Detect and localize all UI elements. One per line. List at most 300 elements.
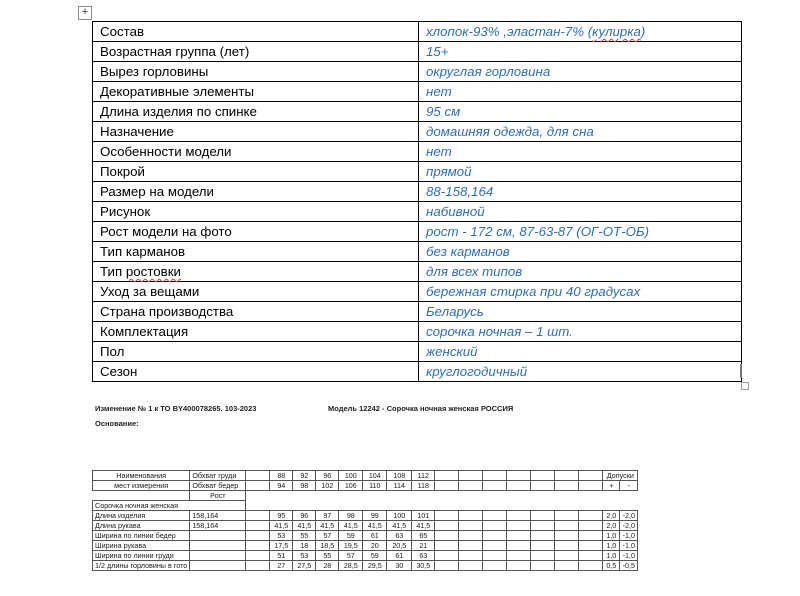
empty-cell <box>579 521 603 531</box>
spec-label <box>93 122 419 142</box>
empty-cell <box>435 491 459 501</box>
empty-cell <box>483 481 507 491</box>
chest-size: 108 <box>387 471 412 481</box>
empty-cell <box>507 471 531 481</box>
spec-label <box>93 82 419 102</box>
tolerance-plus-value: 1,0 <box>603 531 620 541</box>
spec-label <box>93 322 419 342</box>
tolerance-minus-value: -2,0 <box>620 511 638 521</box>
measure-value: 18 <box>293 541 316 551</box>
spec-row <box>93 242 742 262</box>
measure-height: 158,164 <box>190 511 246 521</box>
spec-value-text: 95 см <box>426 104 461 119</box>
empty-cell <box>579 471 603 481</box>
spec-row <box>93 202 742 222</box>
empty-cell <box>603 491 620 501</box>
measure-value: 61 <box>363 531 387 541</box>
spec-label <box>93 362 419 382</box>
measure-value: 27 <box>270 561 293 571</box>
empty-cell <box>316 501 339 511</box>
tolerance-minus-value: -2,0 <box>620 521 638 531</box>
empty-cell <box>531 491 555 501</box>
spec-label-text: Возрастная группа (лет) <box>100 44 250 59</box>
measure-value: 17,5 <box>270 541 293 551</box>
empty-cell <box>555 511 579 521</box>
spec-label-text: Длина изделия по спинке <box>100 104 257 119</box>
empty-cell <box>531 531 555 541</box>
spec-row <box>93 162 742 182</box>
measure-value: 57 <box>339 551 363 561</box>
empty-cell <box>435 521 459 531</box>
empty-cell <box>531 481 555 491</box>
measure-value: 63 <box>387 531 412 541</box>
spec-row <box>93 102 742 122</box>
empty-cell <box>507 551 531 561</box>
spec-row <box>93 262 742 282</box>
spec-value <box>419 302 742 322</box>
measure-value: 53 <box>270 531 293 541</box>
measure-value: 95 <box>270 511 293 521</box>
spec-label-text: Декоративные элементы <box>100 84 255 99</box>
tolerance-plus-value: 2,0 <box>603 511 620 521</box>
empty-cell <box>246 551 270 561</box>
hip-size: 102 <box>316 481 339 491</box>
table-row <box>93 541 638 551</box>
spec-label <box>93 62 419 82</box>
spec-label <box>93 242 419 262</box>
empty-cell <box>555 531 579 541</box>
spec-label-text: Уход за вещами <box>100 284 200 299</box>
measure-value: 59 <box>339 531 363 541</box>
tolerance-minus-value: -1,0 <box>620 551 638 561</box>
empty-cell <box>483 531 507 541</box>
measure-height <box>190 541 246 551</box>
empty-cell <box>483 511 507 521</box>
spec-value-text: нет <box>426 84 452 99</box>
measure-name: Длина рукава <box>93 521 190 531</box>
tolerance-minus-value: -1,0 <box>620 531 638 541</box>
measure-value: 98 <box>339 511 363 521</box>
measure-value: 41,5 <box>387 521 412 531</box>
empty-cell <box>246 531 270 541</box>
spec-value-text: 88-158,164 <box>426 184 494 199</box>
tolerance-minus-value: -1,0 <box>620 541 638 551</box>
empty-cell <box>435 511 459 521</box>
empty-cell <box>531 521 555 531</box>
spec-value <box>419 362 742 382</box>
empty-cell <box>387 501 412 511</box>
product-spec-table <box>92 21 742 382</box>
empty-cell <box>459 531 483 541</box>
spec-value-text: сорочка ночная – 1 шт. <box>426 324 573 339</box>
spec-label <box>93 182 419 202</box>
measure-value: 96 <box>293 511 316 521</box>
spelling-flagged-word: ростовки <box>125 264 181 279</box>
spec-value <box>419 222 742 242</box>
measure-value: 63 <box>412 551 435 561</box>
spec-label-text: Пол <box>100 344 125 359</box>
empty-cell <box>339 501 363 511</box>
spec-value-text: 15+ <box>426 44 449 59</box>
measure-name: Ширина рукава <box>93 541 190 551</box>
spec-label <box>93 22 419 42</box>
spec-label-text: Сезон <box>100 364 138 379</box>
measure-value: 51 <box>270 551 293 561</box>
measure-value: 41,5 <box>316 521 339 531</box>
measure-value: 55 <box>293 531 316 541</box>
measure-name: Ширина по линии бедер <box>93 531 190 541</box>
measure-name: Ширина по линии груди <box>93 551 190 561</box>
empty-cell <box>435 471 459 481</box>
spec-row <box>93 362 742 382</box>
spec-label-text: Особенности модели <box>100 144 232 159</box>
empty-cell <box>555 561 579 571</box>
empty-cell <box>603 501 620 511</box>
measure-value: 28 <box>316 561 339 571</box>
spec-value <box>419 122 742 142</box>
empty-cell <box>363 491 387 501</box>
measure-value: 41,5 <box>270 521 293 531</box>
header-name: Наименования <box>93 471 190 481</box>
spec-label <box>93 222 419 242</box>
spec-value-text: без карманов <box>426 244 510 259</box>
empty-cell <box>507 501 531 511</box>
measure-value: 27,5 <box>293 561 316 571</box>
spec-value <box>419 202 742 222</box>
empty-cell <box>483 561 507 571</box>
measure-value: 55 <box>316 551 339 561</box>
empty-cell <box>483 541 507 551</box>
spelling-flagged-word: кулирка <box>592 24 641 39</box>
empty-cell <box>555 491 579 501</box>
tolerance-plus: + <box>603 481 620 491</box>
spec-label-text: Комплектация <box>100 324 189 339</box>
empty-cell <box>435 551 459 561</box>
empty-cell <box>270 491 293 501</box>
measure-value: 29,5 <box>363 561 387 571</box>
spec-row <box>93 82 742 102</box>
spec-label-text: Рисунок <box>100 204 151 219</box>
spec-label <box>93 162 419 182</box>
empty-cell <box>507 481 531 491</box>
empty-cell <box>459 561 483 571</box>
empty-cell <box>483 521 507 531</box>
empty-cell <box>507 491 531 501</box>
tolerance-plus-value: 1,0 <box>603 541 620 551</box>
spec-value-text: домашняя одежда, для сна <box>426 124 594 139</box>
measure-height: 158,164 <box>190 521 246 531</box>
header-blank <box>246 471 270 481</box>
empty-cell <box>246 501 270 511</box>
empty-cell <box>507 531 531 541</box>
height-header: Рост <box>190 491 246 501</box>
empty-cell <box>246 561 270 571</box>
spec-value <box>419 142 742 162</box>
empty-cell <box>246 541 270 551</box>
measure-value: 21 <box>412 541 435 551</box>
spec-value-text: женский <box>426 344 478 359</box>
table-row <box>93 511 638 521</box>
spec-row <box>93 302 742 322</box>
header-chest: Обхват груди <box>190 471 246 481</box>
empty-cell <box>93 491 190 501</box>
empty-cell <box>270 501 293 511</box>
empty-cell <box>579 491 603 501</box>
empty-cell <box>246 521 270 531</box>
measure-value: 30,5 <box>412 561 435 571</box>
measure-value: 61 <box>387 551 412 561</box>
measure-value: 41,5 <box>339 521 363 531</box>
empty-cell <box>579 501 603 511</box>
spec-value <box>419 182 742 202</box>
empty-cell <box>531 541 555 551</box>
basis-label: Основание: <box>95 419 139 428</box>
model-line: Модель 12242 - Сорочка ночная женская РОССИЯ <box>328 404 514 413</box>
table-row <box>93 481 638 491</box>
empty-cell <box>435 561 459 571</box>
spec-label-text: Рост модели на фото <box>100 224 232 239</box>
text-cursor <box>740 364 742 378</box>
measure-value: 41,5 <box>363 521 387 531</box>
spec-value-text: округлая горловина <box>426 64 551 79</box>
spec-row <box>93 142 742 162</box>
tolerance-minus: - <box>620 481 638 491</box>
empty-cell <box>507 541 531 551</box>
measure-value: 20 <box>363 541 387 551</box>
empty-cell <box>507 511 531 521</box>
table-resize-handle[interactable] <box>741 382 749 390</box>
empty-cell <box>579 551 603 561</box>
empty-cell <box>579 531 603 541</box>
empty-cell <box>459 491 483 501</box>
hip-size: 106 <box>339 481 363 491</box>
section-title: Сорочка ночная женская <box>93 501 246 511</box>
chest-size: 96 <box>316 471 339 481</box>
empty-cell <box>246 491 270 501</box>
measure-height <box>190 561 246 571</box>
empty-cell <box>459 471 483 481</box>
spec-value-text: для всех типов <box>426 264 523 279</box>
measure-value: 28,5 <box>339 561 363 571</box>
spec-row <box>93 22 742 42</box>
empty-cell <box>531 471 555 481</box>
header-name-2: мест измерения <box>93 481 190 491</box>
empty-cell <box>555 541 579 551</box>
empty-cell <box>579 481 603 491</box>
spec-label-text: Тип карманов <box>100 244 186 259</box>
header-blank <box>246 481 270 491</box>
spec-label <box>93 42 419 62</box>
spec-row <box>93 342 742 362</box>
empty-cell <box>531 551 555 561</box>
spec-value <box>419 322 742 342</box>
spec-value <box>419 242 742 262</box>
measure-value: 101 <box>412 511 435 521</box>
empty-cell <box>579 561 603 571</box>
empty-cell <box>555 551 579 561</box>
measure-value: 18,5 <box>316 541 339 551</box>
measure-value: 20,5 <box>387 541 412 551</box>
empty-cell <box>555 521 579 531</box>
empty-cell <box>483 551 507 561</box>
tolerance-plus-value: 2,0 <box>603 521 620 531</box>
table-row <box>93 561 638 571</box>
spec-label-text: Назначение <box>100 124 174 139</box>
chest-size: 88 <box>270 471 293 481</box>
spec-value-text: Беларусь <box>426 304 484 319</box>
tolerance-plus-value: 0,5 <box>603 561 620 571</box>
spec-row <box>93 222 742 242</box>
spec-row <box>93 182 742 202</box>
measure-value: 65 <box>412 531 435 541</box>
hip-size: 98 <box>293 481 316 491</box>
spec-row <box>93 322 742 342</box>
empty-cell <box>459 501 483 511</box>
empty-cell <box>620 491 638 501</box>
spec-row <box>93 62 742 82</box>
empty-cell <box>459 551 483 561</box>
measure-value: 41,5 <box>293 521 316 531</box>
tolerance-plus-value: 1,0 <box>603 551 620 561</box>
empty-cell <box>412 491 435 501</box>
spec-value <box>419 262 742 282</box>
spec-value-text: прямой <box>426 164 472 179</box>
spec-value <box>419 42 742 62</box>
table-move-handle[interactable]: + <box>78 6 92 20</box>
empty-cell <box>531 501 555 511</box>
empty-cell <box>483 501 507 511</box>
header-hips: Обхват бедер <box>190 481 246 491</box>
spec-label-text: Размер на модели <box>100 184 214 199</box>
measure-height <box>190 551 246 561</box>
spec-label <box>93 302 419 322</box>
empty-cell <box>555 501 579 511</box>
empty-cell <box>435 501 459 511</box>
spec-label <box>93 102 419 122</box>
hip-size: 118 <box>412 481 435 491</box>
spec-row <box>93 42 742 62</box>
measure-name: 1/2 длины горловины в гото <box>93 561 190 571</box>
measure-value: 41,5 <box>412 521 435 531</box>
measure-value: 99 <box>363 511 387 521</box>
measure-value: 53 <box>293 551 316 561</box>
spec-label <box>93 142 419 162</box>
spec-label-text: Покрой <box>100 164 145 179</box>
empty-cell <box>459 511 483 521</box>
measure-value: 100 <box>387 511 412 521</box>
spec-value-text: набивной <box>426 204 485 219</box>
empty-cell <box>620 501 638 511</box>
hip-size: 110 <box>363 481 387 491</box>
hip-size: 114 <box>387 481 412 491</box>
empty-cell <box>435 481 459 491</box>
spec-value-text: нет <box>426 144 452 159</box>
empty-cell <box>507 521 531 531</box>
empty-cell <box>459 521 483 531</box>
spec-value <box>419 342 742 362</box>
empty-cell <box>531 561 555 571</box>
measure-value: 57 <box>316 531 339 541</box>
empty-cell <box>339 491 363 501</box>
hip-size: 94 <box>270 481 293 491</box>
spec-label <box>93 282 419 302</box>
measure-value: 59 <box>363 551 387 561</box>
spec-value-tail: ) <box>640 24 646 39</box>
table-row <box>93 551 638 561</box>
measure-height <box>190 531 246 541</box>
spec-label <box>93 202 419 222</box>
spec-value <box>419 22 742 42</box>
spec-label <box>93 262 419 282</box>
spec-value <box>419 102 742 122</box>
tolerance-header: Допуски <box>603 471 638 481</box>
empty-cell <box>531 511 555 521</box>
empty-cell <box>459 541 483 551</box>
spec-label-text: Состав <box>100 24 145 39</box>
spec-value <box>419 162 742 182</box>
measure-value: 97 <box>316 511 339 521</box>
empty-cell <box>483 491 507 501</box>
measurement-table <box>92 470 638 571</box>
table-row <box>93 521 638 531</box>
spec-label-text: Вырез горловины <box>100 64 209 79</box>
spec-value <box>419 62 742 82</box>
empty-cell <box>246 511 270 521</box>
measure-name: Длина изделия <box>93 511 190 521</box>
change-note: Изменение № 1 к ТО BY400078265. 103-2023 <box>95 404 257 413</box>
spec-label-text: Страна производства <box>100 304 234 319</box>
tolerance-minus-value: -0,5 <box>620 561 638 571</box>
chest-size: 100 <box>339 471 363 481</box>
empty-cell <box>387 491 412 501</box>
empty-cell <box>293 501 316 511</box>
spec-value-text: бережная стирка при 40 градусах <box>426 284 641 299</box>
empty-cell <box>579 511 603 521</box>
table-row <box>93 501 638 511</box>
empty-cell <box>555 471 579 481</box>
empty-cell <box>507 561 531 571</box>
spec-value-text: круглогодичный <box>426 364 528 379</box>
empty-cell <box>579 541 603 551</box>
chest-size: 112 <box>412 471 435 481</box>
table-row <box>93 531 638 541</box>
empty-cell <box>555 481 579 491</box>
spec-value <box>419 282 742 302</box>
chest-size: 104 <box>363 471 387 481</box>
empty-cell <box>293 491 316 501</box>
empty-cell <box>459 481 483 491</box>
empty-cell <box>435 541 459 551</box>
chest-size: 92 <box>293 471 316 481</box>
empty-cell <box>483 471 507 481</box>
empty-cell <box>435 531 459 541</box>
table-row <box>93 491 638 501</box>
spec-row <box>93 282 742 302</box>
spec-value-text: хлопок-93% ,эластан-7% ( <box>426 24 593 39</box>
spec-value <box>419 82 742 102</box>
spec-value-text: рост - 172 см, 87-63-87 (ОГ-ОТ-ОБ) <box>426 224 650 239</box>
spec-label-text: Тип <box>100 264 126 279</box>
spec-row <box>93 122 742 142</box>
scanned-document-image <box>0 395 800 596</box>
table-row <box>93 471 638 481</box>
spec-label <box>93 342 419 362</box>
empty-cell <box>412 501 435 511</box>
empty-cell <box>363 501 387 511</box>
measure-value: 19,5 <box>339 541 363 551</box>
empty-cell <box>316 491 339 501</box>
measure-value: 30 <box>387 561 412 571</box>
